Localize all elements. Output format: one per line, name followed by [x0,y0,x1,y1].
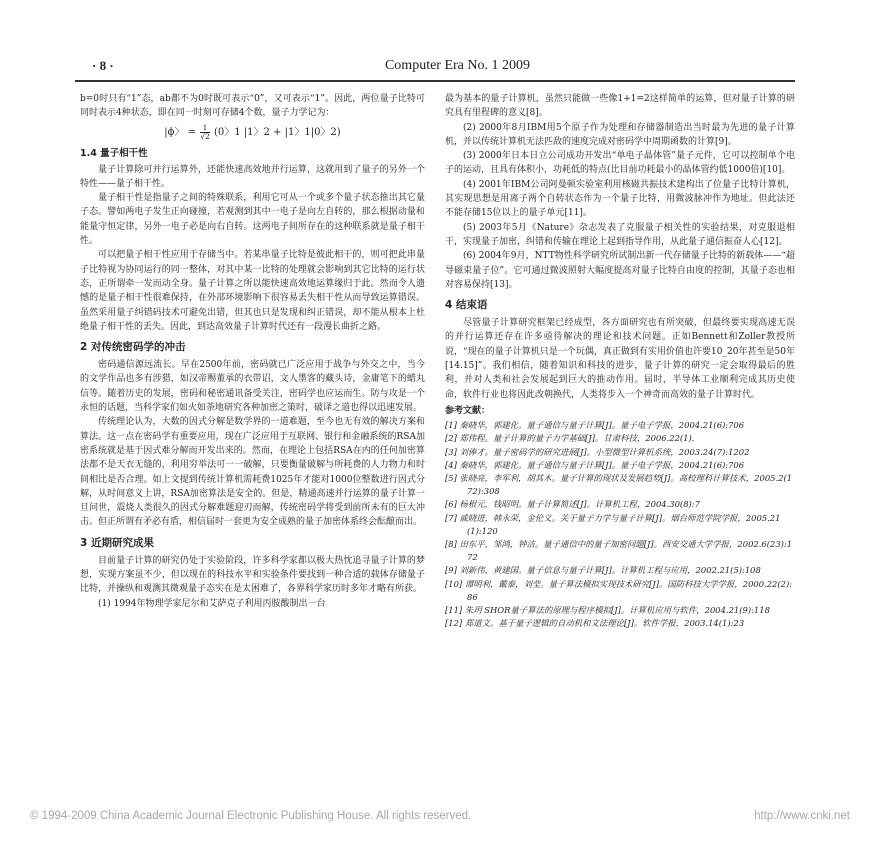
body-paragraph: 密码通信源远流长。早在2500年前，密码就已广泛应用于战争与外交之中，当今的文学作品也多有涉猎，如汉帝赐董承的衣带诏，文人墨客的藏头诗，金庸笔下的蜡丸信等。随着历史的发展，密码和秘密通讯备受关注，密码学也应运而生。防与攻是一个永恒的话题，当科学家们如火如荼地研究各种加密之策时，破译之道也得以迅速发展。 [80,360,425,414]
journal-title: Computer Era No. 1 2009 [384,58,530,73]
body-paragraph: (6) 2004年9月，NTT物性科学研究所试制出新一代存储量子比特的新载体——“超导磁束量子位”。它可通过微波照射大幅度提高对量子比特自由度的控制，其量子态也相对容易保持[13]。 [445,251,795,290]
body-paragraph: 最为基本的量子计算机，虽然只能做一些像1+1=2这样简单的运算，但对量子计算的研究具有里程碑的意义[8]。 [445,94,795,119]
reference-item: [6] 杨根元，钱昭明。量子计算简述[J]。计算机工程，2004.30(8):7 [445,499,700,510]
reference-item: [1] 秦晓华，郭建化。量子通信与量子计算[J]。量子电子学报，2004.21(6):706 [445,420,745,431]
reference-item: [10] 谭明利，戴泰，刘莹。量子算法模拟实现技术研究[J]。国防科技大学学报，2000.22(2):86 [445,578,793,602]
reference-list [445,419,795,630]
body-paragraph: 传统理论认为，大数的因式分解是数学界的一道难题，至今也无有效的解决方案和算法。这一点在密码学有重要应用，现在广泛应用于互联网、银行和金融系统的RSA加密系统就是基于因式难分解而开发出来的。然而，在理论上包括RSA在内的任何加密算法都不是天衣无缝的，利用穷举法可一一破解，只要衡量破解与所耗费的人力物力和时间相比是否合理。如上文提到传统计算机需耗费1025年才能对1000位整数进行因式分解，从时间意义上讲，RSA加密算法是安全的。但是，精通高速并行运算的量子计算一旦问世，震烧人类很久的因式分解难题迎刃而解，传统密码学将受到前所未有的巨大冲击。但正所谓有矛必有盾，相信届时一套更为安全成熟的量子加密体系终会酝酿而出。 [80,417,425,528]
page-header [92,58,530,76]
reference-item: [3] 刘俸才。量子密码学的研究进展[J]。小型微型计算机系统，2003.24(7):1202 [445,446,750,457]
references-title: 参考文献： [445,405,491,416]
body-paragraph: 尽管量子计算研究框架已经成型，各方面研究也有所突破，但最终要实现高速无误的并行运算还存在许多亟待解决的理论和技术问题。正如Bennett和Zoller教授所说，“现在的量子计算机只是一个玩偶，真正做到有实用价值也许要10_20年甚至是50年[14.15]”。我们相信，随着知识和科技的进步，量子计算的研究一定会取得最后的胜利，并对人类和社会发展起到巨大的推动作用。届时，半导体工业顺利完成其历史使命，软件行业也将因此改朝换代，人类将步入一个神奇而高效的量子计算时代。 [445,318,795,400]
section-heading: 3 近期研究成果 [80,536,154,549]
left-column [80,92,425,611]
formula-rhs: (0〉1 |1〉2 + |1〉1|0〉2) [213,126,341,138]
formula-denominator: √2 [200,131,210,141]
copyright-notice: © 1994-2009 China Academic Journal Electronic Publishing House. All rights reserved. [30,810,472,822]
reference-item: [8] 田东平，邹鸿，钟洁。量子通信中的量子加密问题[J]。西安交通大学学报，2002.6(23):172 [445,539,793,563]
reference-item: [11] 朱玥 SHOR量子算法的原理与程序模拟[J]。计算机应用与软件，2004.21(9):118 [445,605,770,616]
reference-item: [5] 张晓亮，李军利，胡其木。量子计算的现状及发展趋势[J]。高校理科计算技术，2005.2(172):308 [445,473,793,497]
section-heading: 4 结束语 [445,299,488,312]
reference-item: [7] 戚晓进，韩永荣，金伦义。关于量子力学与量子计算[J]。烟台师范学院学报，2005.21(1):120 [445,512,781,536]
formula-lhs: |ϕ〉 = [164,126,197,138]
section-heading: 2 对传统密码学的冲击 [80,341,186,354]
reference-item: [9] 刘新伟，黄建国。量子信息与量子计算[J]。计算机工程与应用，2002.21(5):108 [445,565,761,576]
footer-url: http://www.cnki.net [754,810,850,822]
body-paragraph: (5) 2003年5月《Nature》杂志发表了克服量子相关性的实验结果，对克服退相干，实现量子加密，纠错和传输在理论上起到指导作用，从此量子通信振奋人心[12]。 [445,222,795,247]
body-paragraph: (4) 2001年IBM公司阿曼顿实验室利用核磁共振技术建构出了位量子比特计算机，其实现思想是用离子两个自转状态作为一个量子比特，用微波脉冲作为地址。但此法还不能存储15位以上的量子单元[11]。 [445,179,795,219]
formula-fraction [200,124,210,141]
body-paragraph: 量子计算除可并行运算外，还能快速高效地并行运算，这就用到了量子的另外一个特性——量子相干性。 [80,164,425,189]
section-heading: 1.4 量子相干性 [80,147,148,159]
right-column [445,92,795,630]
body-paragraph: (3) 2000年日本日立公司成功开发出“单电子晶体管”量子元件，它可以控制单个电子的运动，且具有体积小，功耗低的特点(比目前功耗最小的晶体管约低1000倍)[10]。 [445,151,795,176]
reference-item: [12] 郑道文。基于量子逻辑的自动机和文法理论[J]。软件学报，2003.14(1):23 [445,618,745,629]
body-paragraph: (2) 2000年8月IBM用5个原子作为处理和存储器制造出当时最为先进的量子计算机，并以传统计算机无法匹敌的速度完成对密码学中周期函数的计算[9]。 [445,122,795,147]
page-number: · 8 · [92,58,114,73]
body-paragraph: 可以把量子相干性应用于存储当中。若某串量子比特是彼此相干的，则可把此串量子比特视为协同运行的同一整体，对其中某一比特的处理就会影响到其它比特的运行状态，正所谓牵一发而动全身。量子计算之所以能快速高效地运算缘归于此。然而令人遗憾的是量子相干性很难保持，在外部环境影响下很容易丢失相干性从而导致运算错误。虽然采用量子纠错码技术可避免出错，但其也只是发现和纠正错误，却不能从根本上杜绝量子相干性的丢失。因此，到达高效量子计算时代还有一段漫长曲折之路。 [80,250,425,332]
body-paragraph: (1) 1994年物理学家尼尔和艾萨克子利用丙胺酸制出一台 [98,598,326,609]
reference-item: [4] 秦晓华，郭建化。量子通信与量子计算[J]。量子电子学报，2004.21(6):706 [445,459,745,470]
state-formula [80,124,425,141]
formula-numerator: 1 [200,124,210,133]
body-paragraph: 量子相干性是指量子之间的特殊联系，利用它可从一个或多个量子状态推出其它量子态。譬如两电子发生正向碰撞，若观测到其中一电子是向左自转的，那么根据动量和能量守恒定律，另外一电子必是向右自转。这两电子间所存在的这种联系就是量子相干性。 [80,193,425,247]
reference-item: [2] 郑伟程。量子计算的量子力学基础[J]。甘肃科技，2006.22(1). [445,433,695,444]
header-rule [75,80,795,82]
body-paragraph: b=0时只有“1”态，ab都不为0时既可表示“0”，又可表示“1”。因此，两位量子比特可同时表示4种状态，即在同一时刻可存储4个数，量子力学记为： [80,94,425,119]
body-paragraph: 目前量子计算的研究仍处于实验阶段，许多科学家都以极大热忱追寻量子计算的梦想，实现方案虽不少，但以现在的科技水平和实验条件要找到一种合适的载体存储量子比特，并操纵和观测其微观量子态实在是太困难了，各界科学家历时多年才略有所获。 [80,555,425,595]
